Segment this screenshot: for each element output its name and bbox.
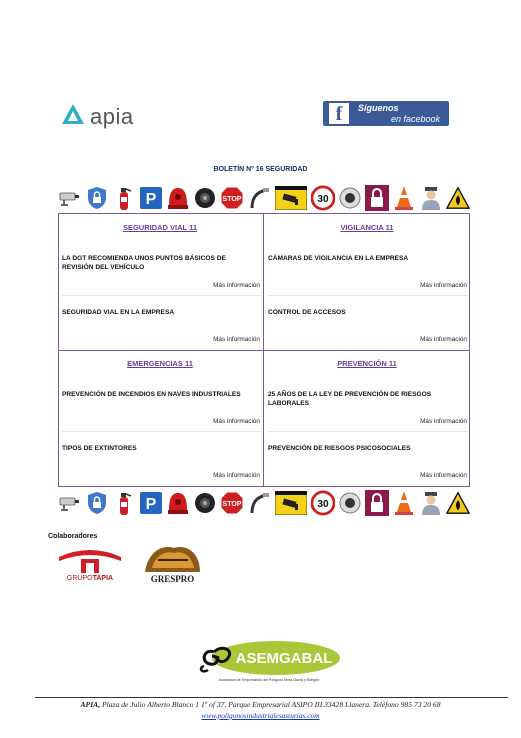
dome-camera-icon [193,184,217,212]
speed-limit-30-icon [311,184,335,212]
parking-sign-icon [139,489,163,517]
facebook-button-line1: Síguenos [358,103,399,113]
cctv-dome-icon [338,489,362,517]
grupotapia-emblem-icon [55,545,125,575]
security-guard-icon [419,489,443,517]
security-icon-strip-bottom [58,487,470,519]
fire-hose-icon [247,489,271,517]
grespro-logo[interactable] [140,542,205,588]
footer-org: APIA, [80,700,101,709]
security-icon-strip-top [58,182,470,214]
more-info-link[interactable]: Más información [213,472,260,479]
cctv-dome-icon [338,184,362,212]
flammable-warning-icon [446,489,470,517]
footer-website-link[interactable]: www.poligonosindustrialesasturias.com [201,711,320,720]
article-title[interactable]: CÁMARAS DE VIGILANCIA EN LA EMPRESA [268,255,409,262]
cctv-camera-icon [58,489,82,517]
more-info-link[interactable]: Más información [420,418,467,425]
item-separator [62,431,262,432]
fire-extinguisher-icon [112,184,136,212]
article-title[interactable]: TIPOS DE EXTINTORES [62,445,137,452]
speed-limit-text: 30 [317,499,329,511]
lock-shield-icon [85,489,109,517]
padlock-icon [365,184,389,212]
stop-sign-icon [220,489,244,517]
more-info-link[interactable]: Más información [420,472,467,479]
speed-limit-30-icon [311,489,335,517]
item-separator [268,431,468,432]
more-info-link[interactable]: Más información [213,282,260,289]
section-title-vigilancia[interactable]: VIGILANCIA 11 [340,223,394,232]
cctv-camera-icon [58,184,82,212]
parking-sign-text: P [145,191,157,208]
more-info-link[interactable]: Más información [213,336,260,343]
traffic-cone-icon [392,184,416,212]
alarm-bell-icon [166,184,190,212]
more-info-link[interactable]: Más información [420,282,467,289]
facebook-icon: f [329,103,349,124]
grespro-emblem-icon [140,542,205,576]
section-title-prevencion[interactable]: PREVENCIÓN 11 [337,359,397,368]
flammable-warning-icon [446,184,470,212]
parking-sign-icon [139,184,163,212]
fire-extinguisher-icon [112,489,136,517]
grupotapia-text: GRUPOTAPIA [66,575,114,582]
asemgabal-subtitle: Asociación de Empresarios del Polígono Mora-Garay y Bobgón [218,678,320,682]
facebook-follow-button[interactable] [323,101,449,126]
asemgabal-logo[interactable] [196,638,342,688]
asemgabal-emblem-icon [196,638,342,678]
grespro-text: GRESPRO [150,574,195,584]
speed-limit-text: 30 [317,194,329,206]
footer-divider [35,697,508,698]
bulletin-title: BOLETÍN Nº 16 SEGURIDAD [213,166,308,173]
more-info-link[interactable]: Más información [420,336,467,343]
footer-address: APIA, Plaza de Julio Alberto Blanco 1 1º of 37, Parque Empresarial ASIPO III.33428 Llanera. Teléfono 985 73 20 68 [80,700,441,709]
item-separator [62,295,262,296]
more-info-link[interactable]: Más información [213,418,260,425]
article-title[interactable]: SEGURIDAD VIAL EN LA EMPRESA [62,309,175,316]
item-separator [268,295,468,296]
facebook-button-line2: en facebook [391,114,441,124]
stop-sign-icon [220,184,244,212]
article-title[interactable]: PREVENCIÓN DE INCENDIOS EN NAVES INDUSTRIALES [62,391,241,398]
article-title[interactable]: PREVENCIÓN DE RIESGOS PSICOSOCIALES [268,445,411,452]
asemgabal-name: ASEMGABAL [235,650,333,667]
lock-shield-icon [85,184,109,212]
grupotapia-logo[interactable] [55,545,125,585]
security-guard-icon [419,184,443,212]
article-title[interactable]: 25 AÑOS DE LA LEY DE PREVENCIÓN DE RIESGOS LABORALES [268,391,432,407]
padlock-icon [365,489,389,517]
article-title[interactable]: LA DGT RECOMIENDA UNOS PUNTOS BÁSICOS DE REVISIÓN DEL VEHÍCULO [62,255,226,271]
section-title-emergencias[interactable]: EMERGENCIAS 11 [127,359,193,368]
stop-sign-text: STOP [222,501,242,508]
video-surveillance-sign-icon [274,489,308,517]
parking-sign-text: P [145,496,157,513]
apia-logo-text: apia [90,104,134,129]
article-title[interactable]: CONTROL DE ACCESOS [268,309,346,316]
alarm-bell-icon [166,489,190,517]
grid-horizontal-divider [58,350,470,351]
collaborators-label: Colaboradores [48,533,98,540]
stop-sign-text: STOP [222,196,242,203]
apia-triangle-icon [60,102,86,128]
apia-logo [60,100,150,134]
fire-hose-icon [247,184,271,212]
section-title-seguridad-vial[interactable]: SEGURIDAD VIAL 11 [122,223,198,232]
video-surveillance-sign-icon [274,184,308,212]
traffic-cone-icon [392,489,416,517]
dome-camera-icon [193,489,217,517]
